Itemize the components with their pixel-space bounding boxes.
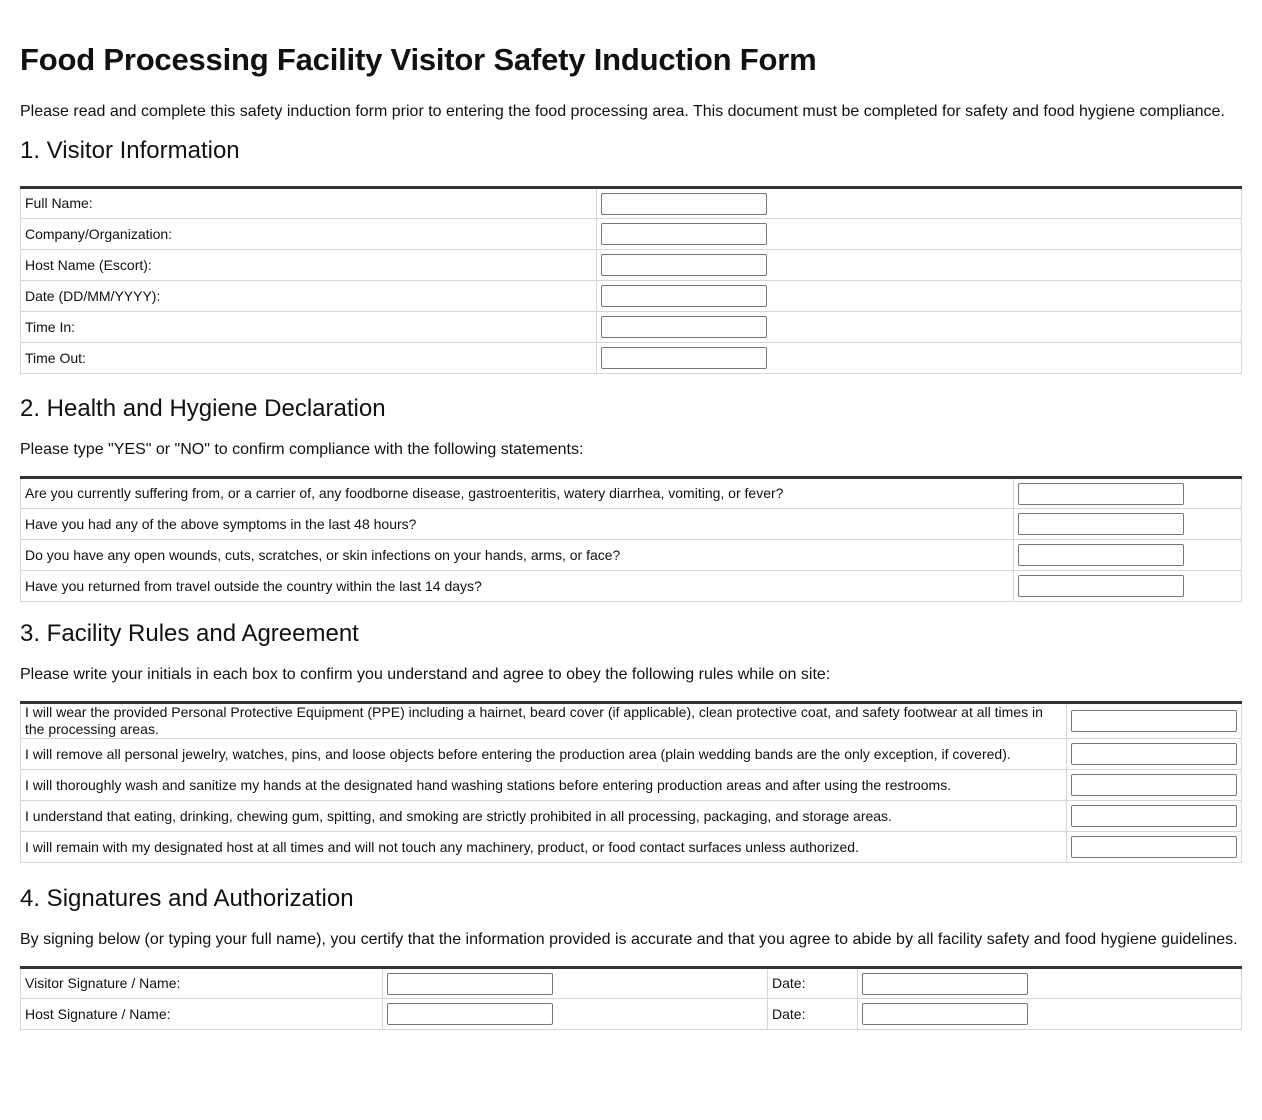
rule-text: I will remove all personal jewelry, watches, pins, and loose objects before entering the production area (plain wedding bands are the only exception, if covered). xyxy=(25,745,1011,762)
table-row xyxy=(21,478,1242,509)
field-label: Date (DD/MM/YYYY): xyxy=(25,287,161,304)
section-heading-health: 2. Health and Hygiene Declaration xyxy=(20,395,386,422)
signature-field[interactable] xyxy=(387,1003,553,1025)
input-cell xyxy=(383,999,768,1030)
input-cell xyxy=(1067,703,1242,739)
table-row xyxy=(21,739,1242,770)
input-cell xyxy=(383,968,768,999)
text-field[interactable] xyxy=(601,347,767,369)
signature-field[interactable] xyxy=(387,973,553,995)
signature-label: Host Signature / Name: xyxy=(25,1005,171,1022)
question-text: Are you currently suffering from, or a carrier of, any foodborne disease, gastroenteritis, watery diarrhea, vomiting, or fever? xyxy=(25,485,784,501)
label-cell xyxy=(21,478,1014,509)
section-heading-visitor-info: 1. Visitor Information xyxy=(20,137,240,164)
rule-text: I will thoroughly wash and sanitize my hands at the designated hand washing stations before entering production areas and after using the restrooms. xyxy=(25,776,952,793)
input-cell xyxy=(1067,801,1242,832)
signature-label: Visitor Signature / Name: xyxy=(25,975,181,991)
label-cell xyxy=(21,968,383,999)
page-title: Food Processing Facility Visitor Safety Induction Form xyxy=(20,42,817,77)
date-field[interactable] xyxy=(862,1003,1028,1025)
input-cell xyxy=(1067,770,1242,801)
label-cell xyxy=(768,999,858,1030)
table-row xyxy=(21,281,1242,312)
date-label: Date: xyxy=(772,1005,806,1022)
input-cell xyxy=(597,250,1242,281)
label-cell xyxy=(21,801,1067,832)
initials-field[interactable] xyxy=(1071,710,1237,732)
input-cell xyxy=(1067,739,1242,770)
input-cell xyxy=(1014,540,1242,571)
facility-rules-rows xyxy=(21,703,1242,863)
rules-instruction: Please write your initials in each box to confirm you understand and agree to obey the following rules while on site: xyxy=(20,666,831,683)
table-row xyxy=(21,540,1242,571)
field-label: Full Name: xyxy=(25,195,93,211)
question-text: Do you have any open wounds, cuts, scratches, or skin infections on your hands, arms, or face? xyxy=(25,546,621,563)
yes-no-field[interactable] xyxy=(1018,544,1184,566)
label-cell xyxy=(21,999,383,1030)
label-cell xyxy=(21,540,1014,571)
label-cell xyxy=(768,968,858,999)
label-cell xyxy=(21,219,597,250)
label-cell xyxy=(21,770,1067,801)
label-cell xyxy=(21,571,1014,602)
label-cell xyxy=(21,188,597,219)
table-row xyxy=(21,188,1242,219)
table-row xyxy=(21,312,1242,343)
text-field[interactable] xyxy=(601,285,767,307)
input-cell xyxy=(597,343,1242,374)
text-field[interactable] xyxy=(601,254,767,276)
input-cell xyxy=(1067,832,1242,863)
input-cell xyxy=(858,968,1242,999)
initials-field[interactable] xyxy=(1071,774,1237,796)
label-cell xyxy=(21,281,597,312)
section-heading-rules: 3. Facility Rules and Agreement xyxy=(20,620,359,647)
table-row xyxy=(21,832,1242,863)
question-text: Have you had any of the above symptoms in the last 48 hours? xyxy=(25,515,417,532)
table-row xyxy=(21,571,1242,602)
initials-field[interactable] xyxy=(1071,836,1237,858)
input-cell xyxy=(597,312,1242,343)
field-label: Company/Organization: xyxy=(25,225,173,242)
rule-text: I understand that eating, drinking, chewing gum, spitting, and smoking are strictly prohibited in all processing, packaging, and storage areas. xyxy=(25,807,892,824)
text-field[interactable] xyxy=(601,223,767,245)
label-cell xyxy=(21,739,1067,770)
field-label: Time In: xyxy=(25,318,76,335)
health-declaration-table xyxy=(20,476,1242,602)
signatures-table xyxy=(20,966,1242,1030)
table-row xyxy=(21,509,1242,540)
input-cell xyxy=(1014,571,1242,602)
label-cell xyxy=(21,343,597,374)
yes-no-field[interactable] xyxy=(1018,483,1184,505)
table-row xyxy=(21,968,1242,999)
input-cell xyxy=(1014,509,1242,540)
table-row xyxy=(21,770,1242,801)
input-cell xyxy=(597,281,1242,312)
initials-field[interactable] xyxy=(1071,805,1237,827)
signatures-instruction: By signing below (or typing your full name), you certify that the information provided is accurate and that you agree to abide by all facility safety and food hygiene guidelines. xyxy=(20,931,1238,948)
input-cell xyxy=(858,999,1242,1030)
health-instruction: Please type "YES" or "NO" to confirm compliance with the following statements: xyxy=(20,441,584,458)
rule-text: I will remain with my designated host at all times and will not touch any machinery, product, or food contact surfaces unless authorized. xyxy=(25,838,859,855)
date-field[interactable] xyxy=(862,973,1028,995)
initials-field[interactable] xyxy=(1071,743,1237,765)
field-label: Time Out: xyxy=(25,349,86,366)
yes-no-field[interactable] xyxy=(1018,513,1184,535)
label-cell xyxy=(21,509,1014,540)
yes-no-field[interactable] xyxy=(1018,575,1184,597)
input-cell xyxy=(1014,478,1242,509)
facility-rules-table xyxy=(20,701,1242,863)
rule-text: I will wear the provided Personal Protective Equipment (PPE) including a hairnet, beard cover (if applicable), clean protective coat, and safety footwear at all times in the processing areas. xyxy=(25,704,1043,737)
signatures-rows xyxy=(21,968,1242,1030)
table-row xyxy=(21,703,1242,739)
table-row xyxy=(21,250,1242,281)
table-row xyxy=(21,999,1242,1030)
label-cell xyxy=(21,250,597,281)
input-cell xyxy=(597,219,1242,250)
table-row xyxy=(21,801,1242,832)
question-text: Have you returned from travel outside the country within the last 14 days? xyxy=(25,577,482,594)
text-field[interactable] xyxy=(601,316,767,338)
field-label: Host Name (Escort): xyxy=(25,256,152,273)
table-row xyxy=(21,219,1242,250)
intro-text: Please read and complete this safety induction form prior to entering the food processing area. This document must be completed for safety and food hygiene compliance. xyxy=(20,103,1225,120)
visitor-info-rows xyxy=(21,188,1242,374)
section-heading-signatures: 4. Signatures and Authorization xyxy=(20,885,354,912)
label-cell xyxy=(21,832,1067,863)
input-cell xyxy=(597,188,1242,219)
label-cell xyxy=(21,703,1067,739)
table-row xyxy=(21,343,1242,374)
visitor-info-table xyxy=(20,186,1242,374)
health-declaration-rows xyxy=(21,478,1242,602)
label-cell xyxy=(21,312,597,343)
text-field[interactable] xyxy=(601,193,767,215)
date-label: Date: xyxy=(772,975,806,991)
